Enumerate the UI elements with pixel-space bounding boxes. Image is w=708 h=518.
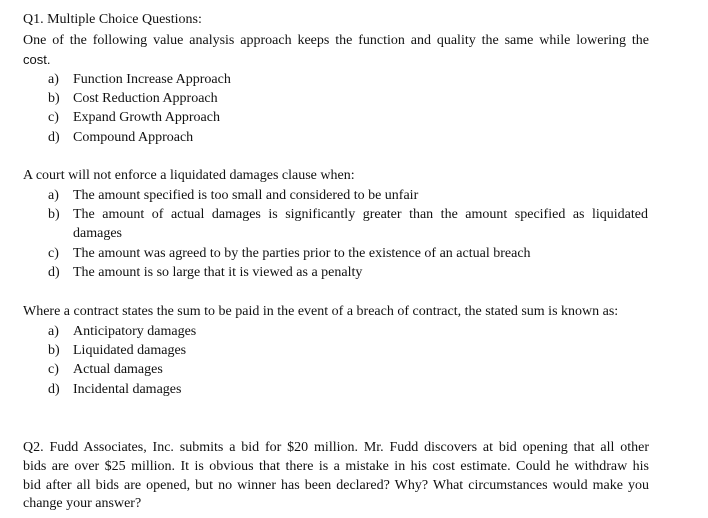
option-letter: a) [48, 324, 59, 339]
q1-heading: Q1. Multiple Choice Questions: [23, 12, 202, 27]
question-1-stem-line-2: cost. [23, 52, 51, 67]
option-text: The amount is so large that it is viewed as a penalty [73, 265, 363, 280]
question-1-stem-line-1: One of the following value analysis approach keeps the function and quality the same while lowering the [23, 33, 649, 48]
question-3-stem: Where a contract states the sum to be paid in the event of a breach of contract, the stated sum is known as: [23, 304, 619, 319]
option-letter: b) [48, 343, 60, 358]
option-text: Function Increase Approach [73, 72, 231, 87]
q2-paragraph-line-1: Q2. Fudd Associates, Inc. submits a bid for $20 million. Mr. Fudd discovers at bid opening that all other [23, 440, 649, 455]
option-text: The amount was agreed to by the parties prior to the existence of an actual breach [73, 246, 531, 261]
option-letter: c) [48, 110, 59, 125]
option-text: Incidental damages [73, 382, 182, 397]
option-text: Liquidated damages [73, 343, 187, 358]
option-text: Actual damages [73, 362, 163, 377]
question-2-stem: A court will not enforce a liquidated damages clause when: [23, 168, 355, 183]
option-text: Cost Reduction Approach [73, 91, 218, 106]
option-text: damages [73, 226, 122, 241]
option-text: Compound Approach [73, 130, 194, 145]
option-letter: d) [48, 265, 60, 280]
option-letter: c) [48, 246, 59, 261]
option-letter: d) [48, 130, 60, 145]
option-letter: d) [48, 382, 60, 397]
question-2-option-b-text-line-1: The amount of actual damages is significantly greater than the amount specified as liquidated [73, 207, 648, 222]
q2-paragraph-line-4: change your answer? [23, 496, 142, 511]
option-letter: b) [48, 91, 60, 106]
option-text: Anticipatory damages [73, 324, 197, 339]
q2-paragraph-line-3: bid after all bids are opened, but no winner has been declared? Why? What circumstances would make you [23, 478, 649, 493]
option-text: The amount specified is too small and considered to be unfair [73, 188, 419, 203]
option-text: Expand Growth Approach [73, 110, 220, 125]
q2-paragraph-line-2: bids are over $25 million. It is obvious that there is a mistake in his cost estimate. Could he withdraw his [23, 459, 649, 474]
option-letter: b) [48, 207, 60, 222]
option-letter: a) [48, 72, 59, 87]
option-letter: a) [48, 188, 59, 203]
option-letter: c) [48, 362, 59, 377]
